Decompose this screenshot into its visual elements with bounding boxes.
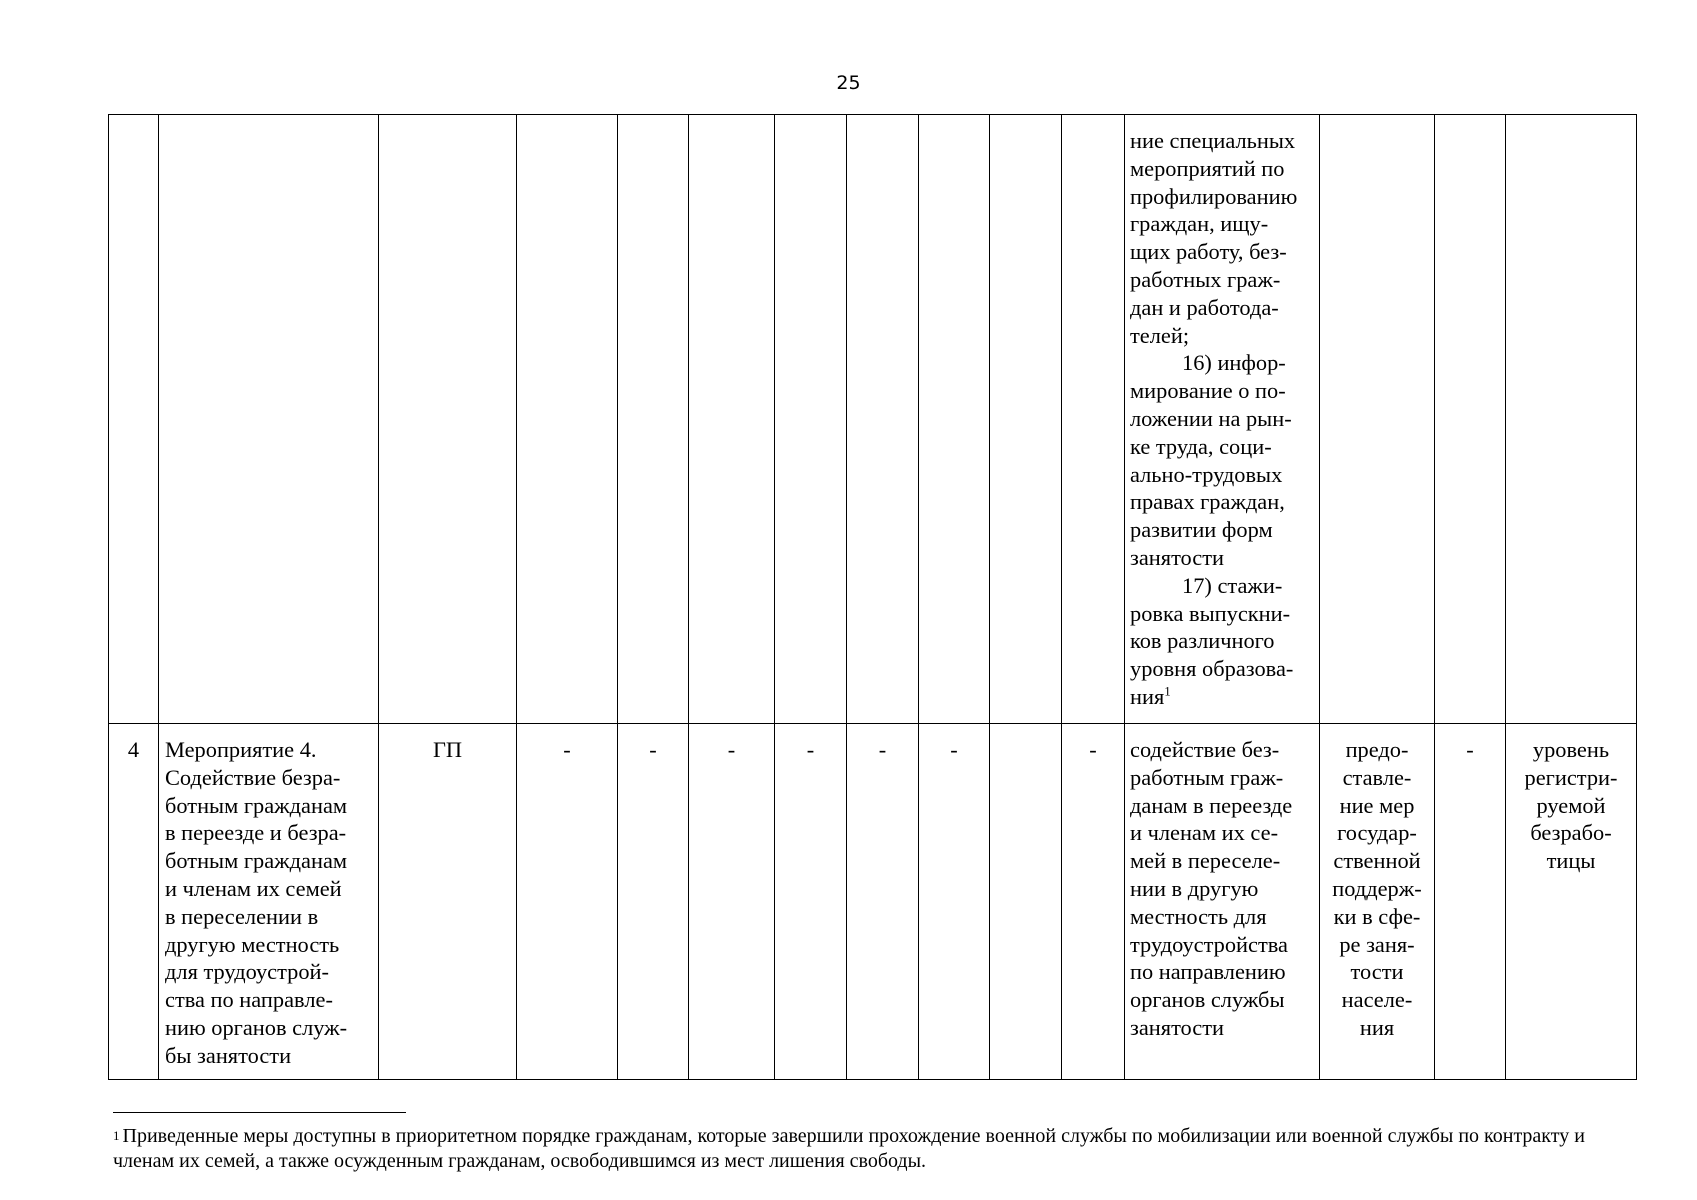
footnote-text: Приведенные меры доступны в приоритетном порядке гражданам, которые завершили прохождение военной службы по мобилизации или военной службы по контракту и членам их семей, а также осужденным гражданам, освободившимся из мест лишения свободы. (113, 1125, 1585, 1172)
cell-value (618, 724, 689, 1080)
cell-value (689, 115, 775, 724)
text-line: ки в сфе- (1333, 903, 1421, 929)
cell-name (159, 115, 379, 724)
text-line: работных граж- (1130, 266, 1281, 292)
measures-table (108, 114, 1637, 1080)
cell-value (775, 115, 847, 724)
text-line: нию органов служ- (165, 1014, 348, 1040)
cell-number (109, 724, 159, 1080)
text-line: нии в другую (1130, 875, 1259, 901)
indicator-text (1506, 724, 1636, 875)
text-line: 16) инфор- (1182, 350, 1286, 376)
table-row-continuation (109, 115, 1637, 724)
text-line: трудоустройства (1130, 931, 1288, 957)
text-line: мероприятий по (1130, 155, 1285, 181)
cell-value (1062, 724, 1125, 1080)
text-line: граждан, ищу- (1130, 211, 1269, 237)
text-line: тицы (1546, 848, 1596, 874)
value-dash: - (727, 737, 736, 762)
text-line: руемой (1536, 792, 1606, 818)
cell-number (109, 115, 159, 724)
text-line: безрабо- (1530, 820, 1612, 846)
text-line: ния (1359, 1014, 1395, 1040)
cell-indicator (1506, 724, 1637, 1080)
value-dash: - (806, 737, 815, 762)
text-line: правах граждан, (1130, 489, 1285, 515)
footnote-separator (113, 1112, 406, 1113)
text-line: в переезде и безра- (165, 820, 347, 846)
text-line: в переселении в (165, 903, 319, 929)
support-measure (1320, 724, 1434, 1042)
cell-value (1435, 115, 1506, 724)
table-row-measure-4 (109, 724, 1637, 1080)
cell-result (1125, 115, 1320, 724)
cell-value (517, 115, 618, 724)
text-line: работным граж- (1130, 764, 1284, 790)
value-dash: - (1089, 737, 1097, 762)
text-line: населе- (1341, 987, 1413, 1013)
cell-result (1125, 724, 1320, 1080)
text-line: ков различного (1130, 628, 1275, 654)
cell-value (990, 115, 1062, 724)
text-line: органов службы (1130, 987, 1285, 1013)
text-line: ре заня- (1339, 931, 1415, 957)
text-line: поддерж- (1332, 875, 1422, 901)
cell-value (517, 724, 618, 1080)
footnote (113, 1124, 1623, 1174)
value-dash: - (950, 737, 958, 762)
cell-value (919, 724, 990, 1080)
text-line: дан и работода- (1130, 294, 1279, 320)
text-line: мирование о по- (1130, 378, 1286, 404)
result-text (1125, 115, 1319, 711)
cell-name (159, 724, 379, 1080)
page-number: 25 (836, 72, 861, 94)
value-dash: - (1466, 737, 1474, 762)
value-empty (990, 724, 1061, 736)
cell-value (990, 724, 1062, 1080)
cell-value (1435, 724, 1506, 1080)
cell-value (847, 115, 919, 724)
text-line: для трудоустрой- (165, 959, 329, 985)
cell-source (379, 115, 517, 724)
cell-value (775, 724, 847, 1080)
text-line: ально-трудовых (1130, 461, 1283, 487)
text-line: ставле- (1342, 764, 1412, 790)
text-line: другую местность (165, 931, 340, 957)
cell-value (847, 724, 919, 1080)
text-line: и членам их семей (165, 875, 342, 901)
text-line: ние мер (1339, 792, 1415, 818)
text-line: местность для (1130, 903, 1267, 929)
value-dash: - (878, 737, 887, 762)
text-line: предо- (1345, 737, 1409, 762)
text-line: профилированию (1130, 183, 1298, 209)
text-line: ложении на рын- (1130, 405, 1292, 431)
text-line: уровень (1532, 737, 1610, 762)
row-number: 4 (127, 737, 140, 762)
text-line (1130, 683, 1314, 711)
footnote-mark: 1 (113, 1128, 120, 1143)
text-line: ровка выпускни- (1130, 600, 1291, 626)
text-line: щих работу, без- (1130, 239, 1287, 265)
cell-measure (1320, 115, 1435, 724)
cell-value (1062, 115, 1125, 724)
value-dash: - (649, 737, 657, 762)
text-line: бы занятости (165, 1042, 292, 1068)
text-line: государ- (1337, 820, 1417, 846)
cell-value (618, 115, 689, 724)
text-line: ботным гражданам (165, 848, 348, 874)
text-line: тости (1350, 959, 1404, 985)
text-line: ства по направле- (165, 987, 333, 1013)
text-line: мей в переселе- (1130, 848, 1281, 874)
cell-value (689, 724, 775, 1080)
footnote-reference: 1 (1164, 683, 1171, 699)
text-line: содействие без- (1130, 737, 1280, 762)
text-line: данам в переезде (1130, 792, 1293, 818)
text-line: Мероприятие 4. (165, 737, 317, 762)
text-line: ке труда, соци- (1130, 433, 1272, 459)
text-line: Содействие безра- (165, 764, 341, 790)
funding-source: ГП (432, 737, 463, 762)
text-line: и членам их се- (1130, 820, 1279, 846)
cell-source (379, 724, 517, 1080)
result-text (1125, 724, 1319, 1042)
text-line: занятости (1130, 1014, 1225, 1040)
cell-indicator (1506, 115, 1637, 724)
text-line: по направлению (1130, 959, 1286, 985)
text-line: ботным гражданам (165, 792, 348, 818)
text-line-last: ния (1130, 683, 1165, 709)
text-line: ственной (1333, 848, 1421, 874)
text-line: ние специальных (1130, 128, 1296, 153)
cell-measure (1320, 724, 1435, 1080)
text-line: уровня образова- (1130, 656, 1294, 682)
text-line: телей; (1130, 322, 1190, 348)
measure-name (159, 724, 378, 1070)
cell-value (919, 115, 990, 724)
value-dash: - (563, 737, 571, 762)
text-line: 17) стажи- (1182, 572, 1283, 598)
text-line: регистри- (1524, 764, 1618, 790)
text-line: развитии форм (1130, 517, 1273, 543)
text-line: занятости (1130, 544, 1225, 570)
